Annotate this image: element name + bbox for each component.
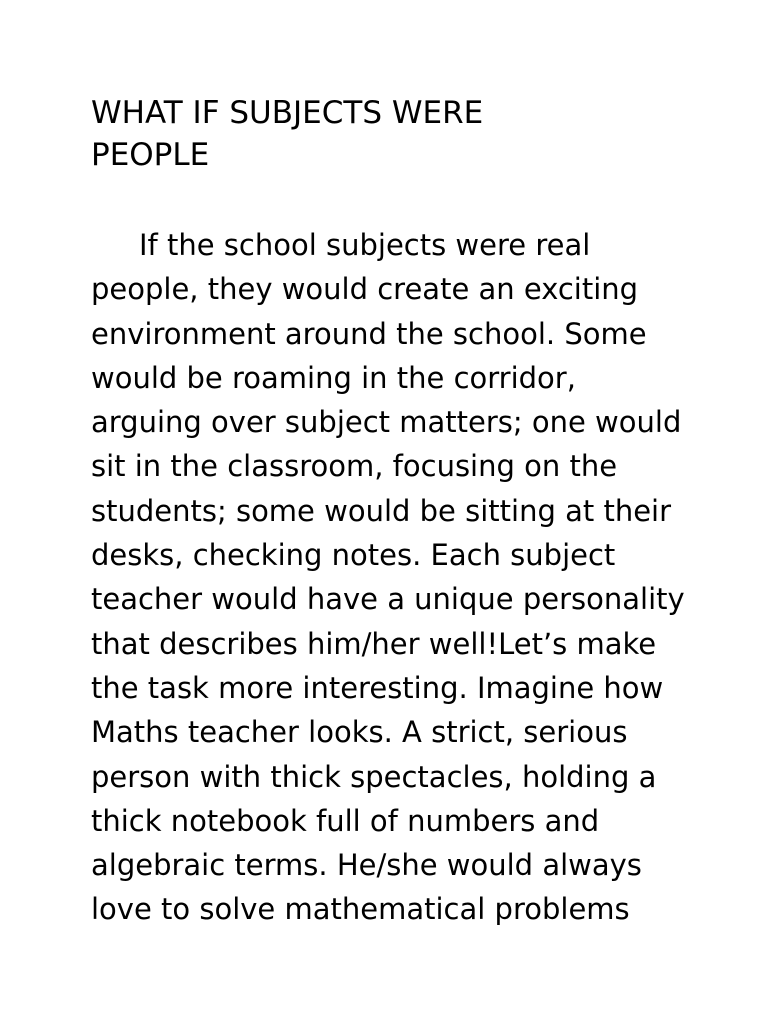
paragraph-line: thick notebook full of numbers and <box>91 803 600 838</box>
paragraph-line: Maths teacher looks. A strict, serious <box>91 715 628 750</box>
body-paragraph <box>91 223 691 932</box>
paragraph-line: that describes him/her well!Let’s make <box>91 626 657 661</box>
paragraph-line: people, they would create an exciting <box>91 272 639 307</box>
paragraph-line: environment around the school. Some <box>91 316 647 351</box>
paragraph-line: algebraic terms. He/she would always <box>91 848 642 883</box>
paragraph-line: would be roaming in the corridor, <box>91 360 576 395</box>
paragraph-line: desks, checking notes. Each subject <box>91 538 616 573</box>
paragraph-line: teacher would have a unique personality <box>91 582 685 617</box>
paragraph-line: If the school subjects were real <box>139 228 591 262</box>
paragraph-line: arguing over subject matters; one would <box>91 405 682 440</box>
paragraph-line: love to solve mathematical problems <box>91 892 630 927</box>
paragraph-line: the task more interesting. Imagine how <box>91 670 664 705</box>
document-title <box>91 92 691 176</box>
title-line: WHAT IF SUBJECTS WERE <box>91 95 484 131</box>
title-line: PEOPLE <box>91 137 210 173</box>
paragraph-line: person with thick spectacles, holding a <box>91 759 657 794</box>
paragraph-line: sit in the classroom, focusing on the <box>91 449 618 484</box>
paragraph-line: students; some would be sitting at their <box>91 493 672 528</box>
